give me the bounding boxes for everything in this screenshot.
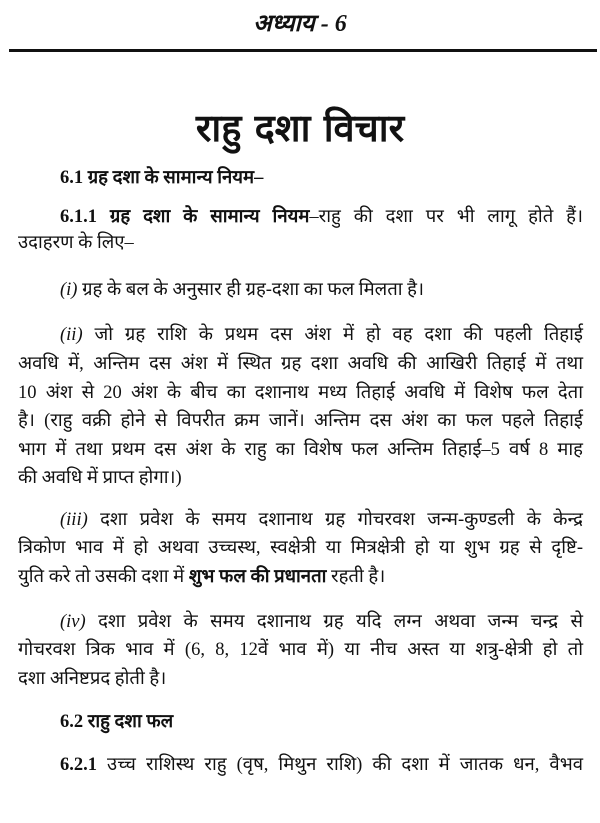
rule-iv-line-3: दशा अनिष्टप्रद होती है।: [18, 669, 167, 689]
rule-marker: (ii): [60, 325, 83, 345]
rule-iv-line-2: गोचरवश त्रिक भाव में (6, 8, 12वें भाव में) या नीच अस्त या शत्रु-क्षेत्री हो तो: [18, 640, 583, 660]
rule-ii-line-2: अवधि में, अन्तिम दस अंश में स्थित ग्रह दशा अवधि की आखिरी तिहाई में तथा: [18, 354, 583, 374]
rule-text: युति करे तो उसकी दशा में: [18, 567, 189, 587]
rule-ii-line-6: की अवधि में प्राप्त होगा।): [18, 468, 182, 488]
rule-marker: (i): [60, 280, 78, 300]
page-title: राहु दशा विचार: [195, 106, 405, 150]
rule-text: जो ग्रह राशि के प्रथम दस अंश में हो वह दशा की पहली तिहाई: [94, 325, 584, 345]
rule-text: दशा प्रवेश के समय दशानाथ ग्रह यदि लग्न अथवा जन्म चन्द्र से: [98, 612, 583, 632]
paragraph-6-2-1-line-1: [60, 752, 583, 778]
paragraph-6-1-1-line-2: उदाहरण के लिए–: [18, 233, 134, 253]
section-heading-6-2: 6.2 राहु दशा फल: [60, 712, 174, 732]
emphasis-text: शुभ फल की प्रधानता: [188, 567, 327, 587]
rule-iii-line-2: त्रिकोण भाव में हो अथवा उच्चस्थ, स्वक्षेत्री या मित्रक्षेत्री हो या शुभ ग्रह से दृष्टि-: [18, 538, 583, 558]
chapter-header: अध्याय - 6: [253, 11, 347, 37]
rule-ii-line-3: 10 अंश से 20 अंश के बीच का दशानाथ मध्य तिहाई अवधि में विशेष फल देता: [18, 383, 583, 403]
rule-i: [60, 277, 583, 303]
rule-text: रहती है।: [326, 567, 386, 587]
section-heading-6-1: 6.1 ग्रह दशा के सामान्य नियम–: [60, 168, 264, 188]
rule-iii-line-1: [60, 507, 583, 533]
header-rule: [9, 49, 597, 52]
paragraph-text: उच्च राशिस्थ राहु (वृष, मिथुन राशि) की दशा में जातक धन, वैभव: [97, 755, 583, 775]
rule-text: ग्रह के बल के अनुसार ही ग्रह-दशा का फल मिलता है।: [82, 280, 424, 300]
rule-text: दशा प्रवेश के समय दशानाथ ग्रह गोचरवश जन्म-कुण्डली के केन्द्र: [100, 510, 583, 530]
rule-iv-line-1: [60, 609, 583, 635]
rule-iii-line-3: [18, 564, 583, 590]
rule-ii-line-4: है। (राहु वक्री होने से विपरीत क्रम जानें। अन्तिम दस अंश का फल पहले तिहाई: [18, 411, 583, 431]
paragraph-text: –राहु की दशा पर भी लागू होते हैं।: [309, 207, 583, 227]
rule-marker: (iv): [60, 612, 86, 632]
subsection-title-6-1-1: 6.1.1 ग्रह दशा के सामान्य नियम: [60, 207, 310, 227]
rule-ii-line-1: [60, 322, 583, 348]
paragraph-6-1-1-line-1: [60, 204, 583, 230]
rule-marker: (iii): [60, 510, 88, 530]
subsection-number-6-2-1: 6.2.1: [60, 755, 97, 775]
rule-ii-line-5: भाग में तथा प्रथम दस अंश के राहु का विशेष फल अन्तिम तिहाई–5 वर्ष 8 माह: [18, 440, 583, 460]
